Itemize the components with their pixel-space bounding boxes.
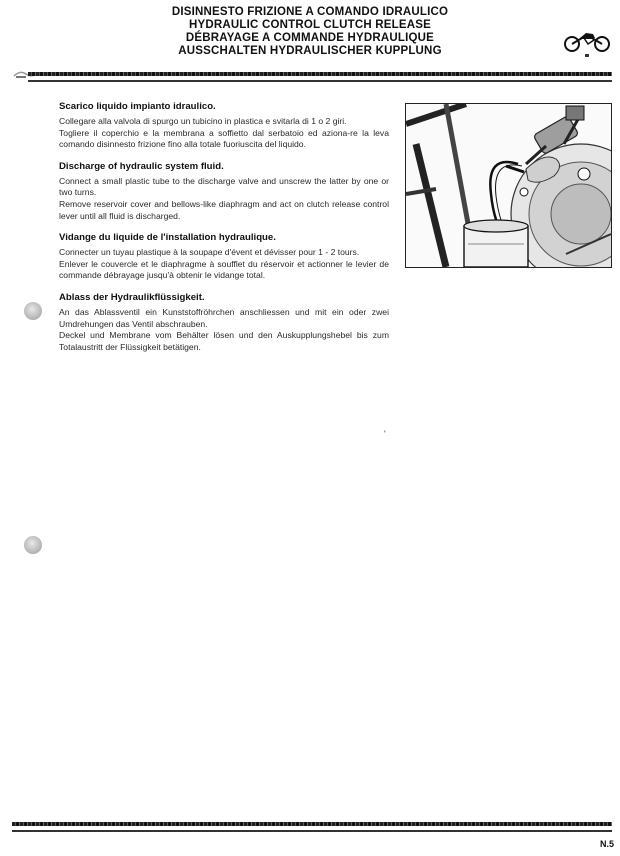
punch-hole (24, 302, 42, 320)
section-heading: Scarico liquido impianto idraulico. (59, 101, 216, 112)
paragraph: Enlever le couvercle et le diaphragme à soufflet du réservoir et actionner le levier de commande débrayage jusqu'à obtenir le vidange total. (59, 258, 389, 281)
header-rule (28, 72, 612, 76)
header-rule-thin (28, 80, 612, 82)
instruction-text (59, 100, 389, 362)
paragraph: Connect a small plastic tube to the discharge valve and unscrew the latter by one or two turns. (59, 175, 389, 198)
footer-rule (12, 822, 612, 826)
paragraph: Deckel und Membrane vom Behälter lösen und den Auskupplungshebel bis zum Totalaustritt der Flüssigkeit betätigen. (59, 330, 389, 352)
paragraph: Connecter un tuyau plastique à la soupape d'évent et dévisser pour 1 - 2 tours. (59, 247, 360, 258)
paragraph: Togliere il coperchio e la membrana a soffietto dal serbatoio ed aziona-re la leva comando disinnesto frizione fino alla totale fuoriuscita del liquido. (59, 127, 389, 150)
title-italian: DISINNESTO FRIZIONE A COMANDO IDRAULICO (171, 6, 449, 18)
section-heading: Vidange du liquide de l'installation hydraulique. (59, 232, 276, 244)
paragraph: Remove reservoir cover and bellows-like diaphragm and act on clutch release control lever until all fluid is discharged. (59, 198, 389, 221)
punch-hole (24, 536, 42, 554)
clutch-bleed-illustration (405, 103, 612, 268)
motorcycle-logo-icon (562, 30, 612, 60)
footer-rule-thin (12, 830, 612, 832)
scan-artifact: ' (384, 429, 386, 439)
section-german (59, 291, 389, 353)
section-heading: Ablass der Hydraulikflüssigkeit. (59, 291, 205, 303)
section-english (59, 160, 389, 222)
title-german: AUSSCHALTEN HYDRAULISCHER KUPPLUNG (178, 45, 442, 57)
section-heading: Discharge of hydraulic system fluid. (59, 160, 224, 172)
page-number: N.5 (600, 839, 615, 849)
section-italian (59, 100, 389, 151)
paragraph: Collegare alla valvola di spurgo un tubicino in plastica e svitarla di 1 o 2 giri. (59, 116, 347, 126)
title-french: DÉBRAYAGE A COMMANDE HYDRAULIQUE (185, 32, 435, 44)
title-english: HYDRAULIC CONTROL CLUTCH RELEASE (189, 19, 431, 31)
illustration-drawing (406, 104, 611, 267)
paragraph: An das Ablassventil ein Kunststoffröhrchen anschliessen und mit ein oder zwei Umdrehungen das Ventil abschrauben. (59, 306, 389, 329)
section-french (59, 231, 389, 282)
page-title-block (140, 6, 480, 58)
